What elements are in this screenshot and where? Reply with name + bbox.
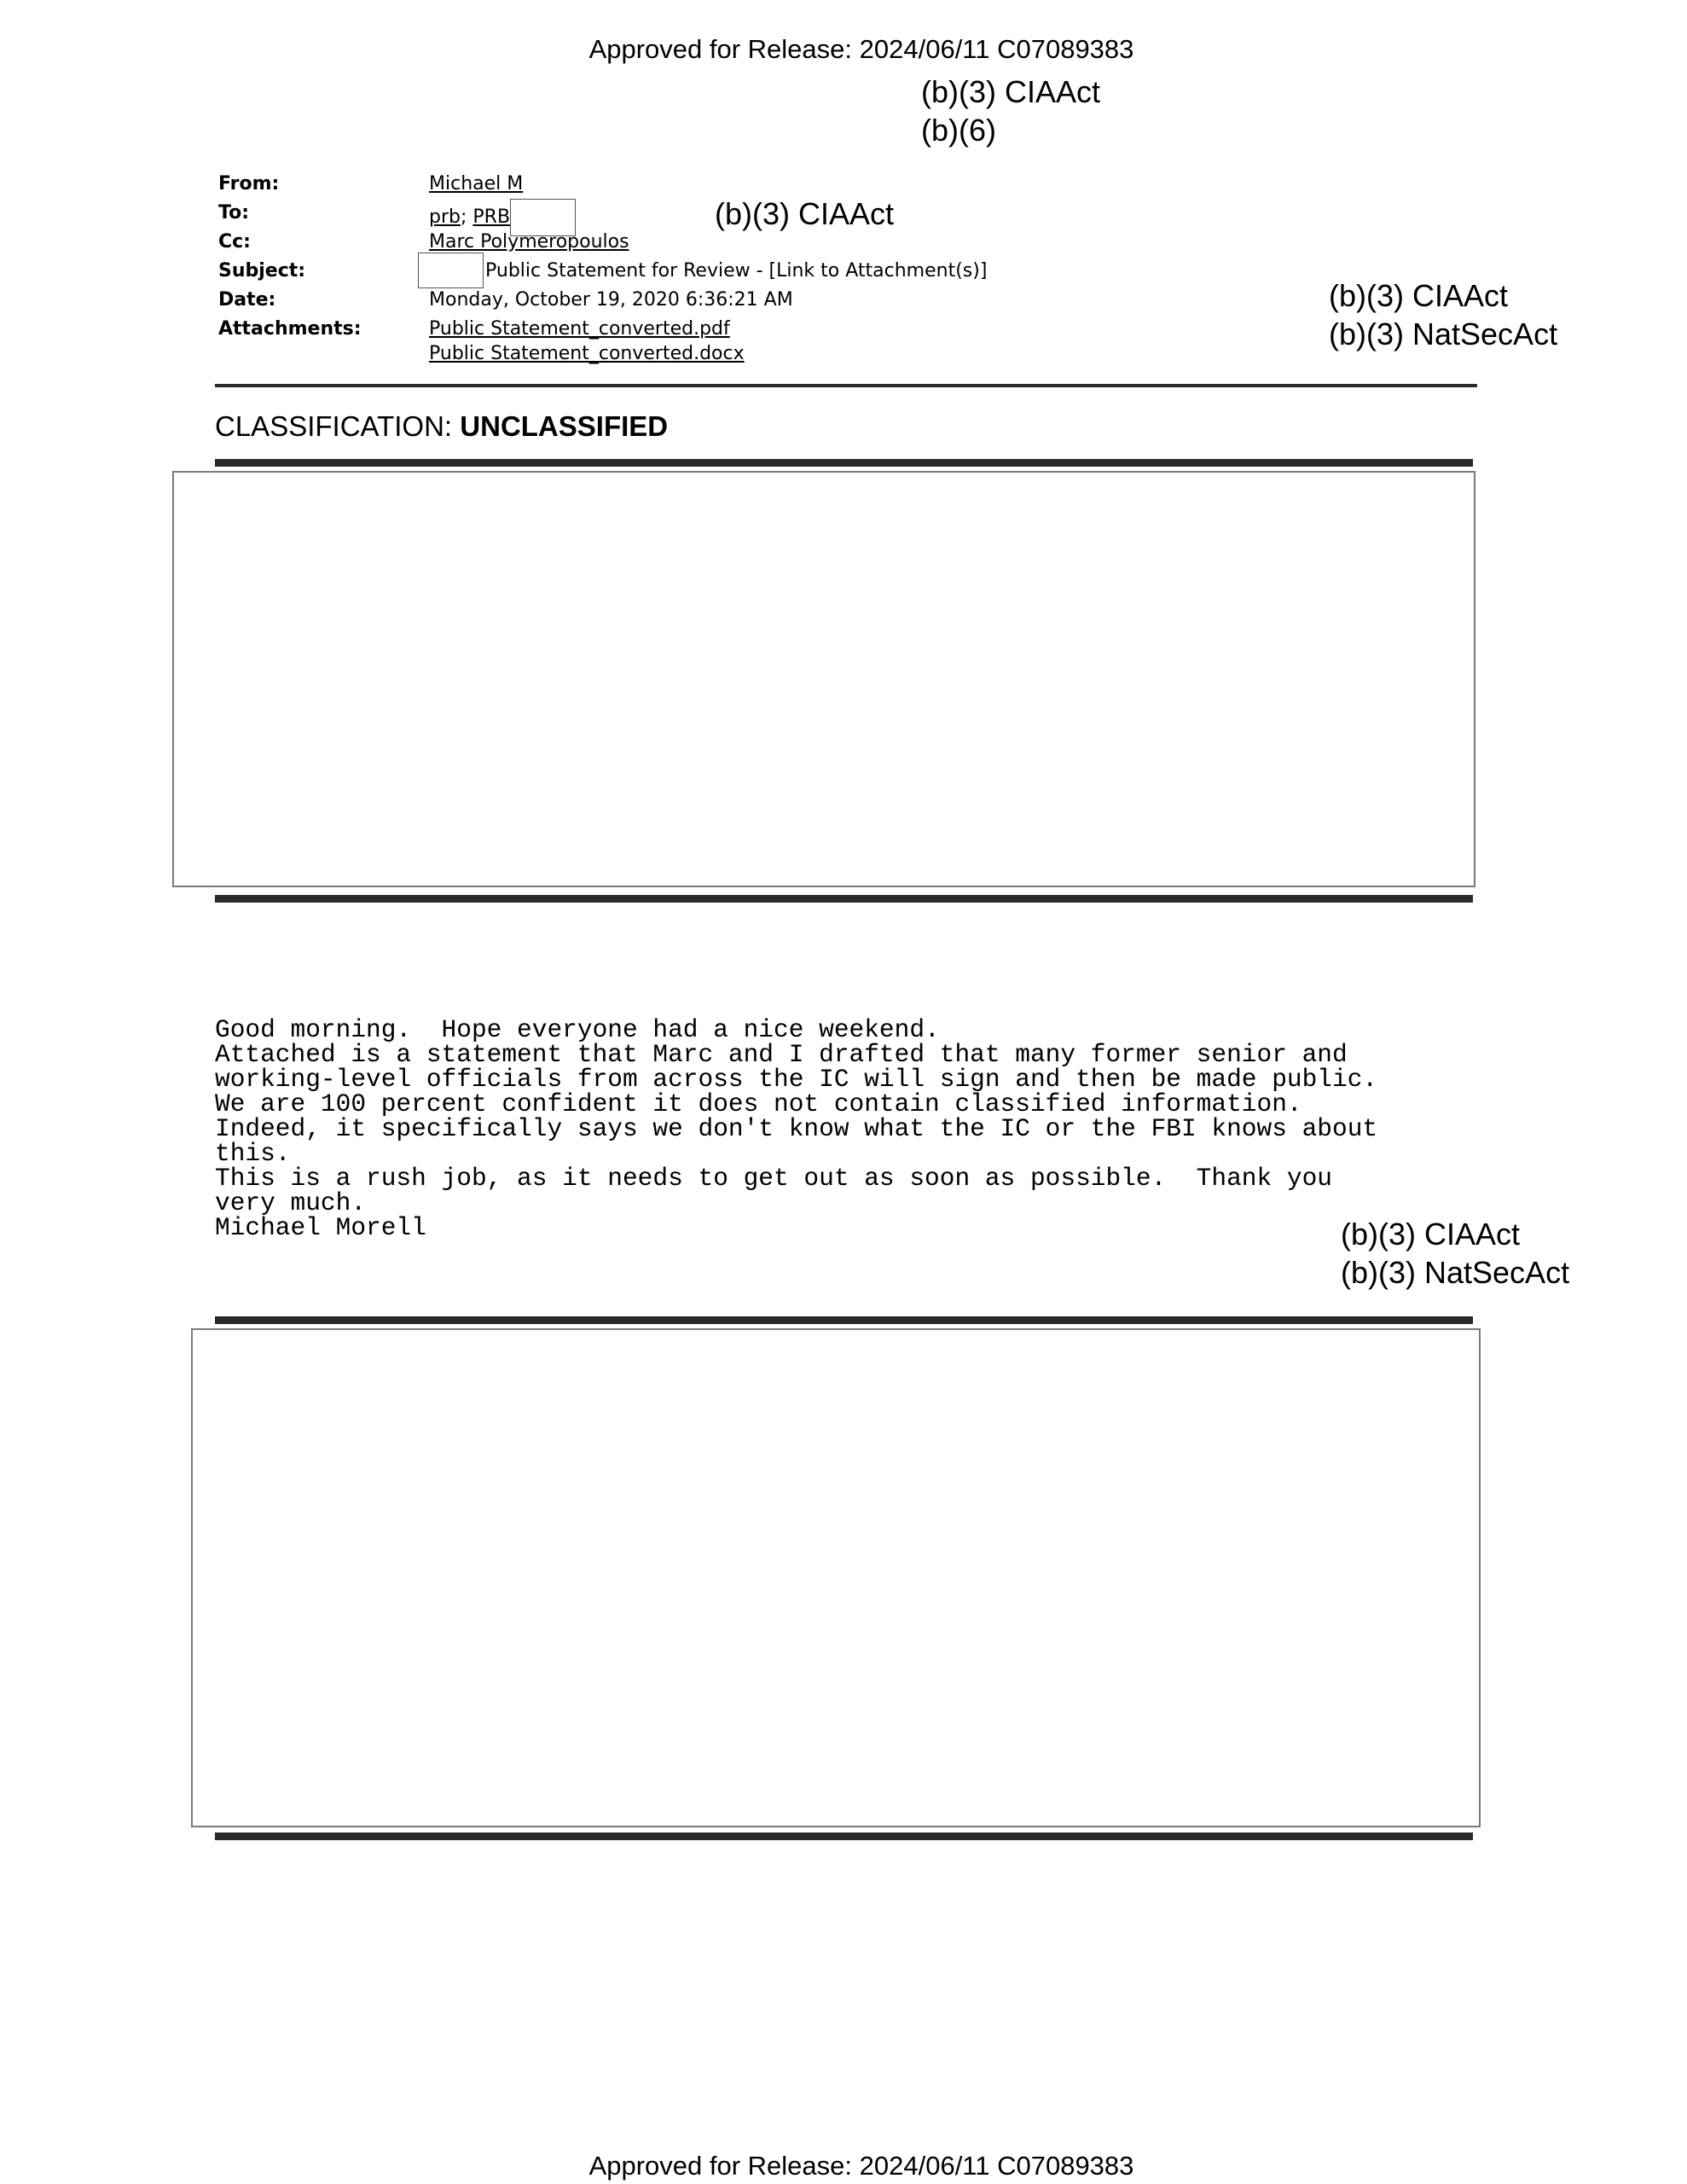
redacted-block-2: [191, 1328, 1481, 1827]
cc-value[interactable]: Marc Polymeropoulos: [429, 231, 629, 253]
to-recipient-PRB[interactable]: PRB: [472, 206, 511, 228]
body-line: working-level officials from across the IC will sign and then be made public.: [215, 1065, 1378, 1094]
message-body: [215, 1015, 1378, 1242]
attachment-link-docx[interactable]: Public Statement_converted.docx: [429, 343, 745, 364]
attachments-label: Attachments:: [218, 318, 362, 340]
redaction-bar-top-1: [215, 459, 1473, 467]
redaction-bar-bottom-2: [215, 1833, 1473, 1840]
redaction-code-body-right-1: (b)(3) CIAAct: [1341, 1217, 1521, 1252]
redaction-bar-bottom-1: [215, 895, 1473, 903]
redaction-bar-top-2: [215, 1316, 1473, 1324]
classification-level: UNCLASSIFIED: [460, 410, 669, 442]
cc-label: Cc:: [218, 231, 251, 253]
attachment-link-pdf[interactable]: Public Statement_converted.pdf: [429, 318, 730, 340]
date-label: Date:: [218, 289, 276, 311]
body-line: Attached is a statement that Marc and I drafted that many former senior and: [215, 1040, 1348, 1069]
classification-prefix: CLASSIFICATION:: [215, 410, 453, 442]
body-line: We are 100 percent confident it does not contain classified information.: [215, 1089, 1302, 1118]
redacted-block-1: [172, 471, 1475, 887]
date-value: Monday, October 19, 2020 6:36:21 AM: [429, 289, 793, 311]
release-stamp-bottom: Approved for Release: 2024/06/11 C07089383: [588, 2151, 1134, 2181]
to-recipient-prb[interactable]: prb: [429, 206, 461, 228]
redaction-code-top-1: (b)(3) CIAAct: [921, 74, 1101, 109]
redaction-code-top-2: (b)(6): [921, 113, 996, 148]
redaction-code-body-right-2: (b)(3) NatSecAct: [1341, 1255, 1570, 1290]
signature: Michael Morell: [215, 1213, 426, 1242]
body-line: This is a rush job, as it needs to get out as soon as possible. Thank you: [215, 1164, 1333, 1193]
redaction-code-to: (b)(3) CIAAct: [715, 196, 895, 231]
to-separator: ;: [460, 206, 467, 228]
body-line: this.: [215, 1139, 291, 1168]
body-line: Good morning. Hope everyone had a nice weekend.: [215, 1015, 940, 1044]
release-stamp-top: Approved for Release: 2024/06/11 C07089383: [588, 34, 1134, 64]
header-divider: [215, 384, 1477, 387]
subject-label: Subject:: [218, 260, 306, 282]
body-line: Indeed, it specifically says we don't know what the IC or the FBI knows about: [215, 1114, 1378, 1143]
from-label: From:: [218, 173, 280, 195]
from-value[interactable]: Michael M: [429, 173, 524, 195]
subject-value: Public Statement for Review - [Link to Attachment(s)]: [485, 260, 988, 282]
classification-line: [215, 410, 668, 444]
redaction-box-subject: [418, 253, 484, 288]
redaction-code-header-right-2: (b)(3) NatSecAct: [1329, 317, 1558, 351]
to-label: To:: [218, 202, 249, 224]
redaction-code-header-right-1: (b)(3) CIAAct: [1329, 278, 1509, 313]
body-line: very much.: [215, 1188, 367, 1217]
